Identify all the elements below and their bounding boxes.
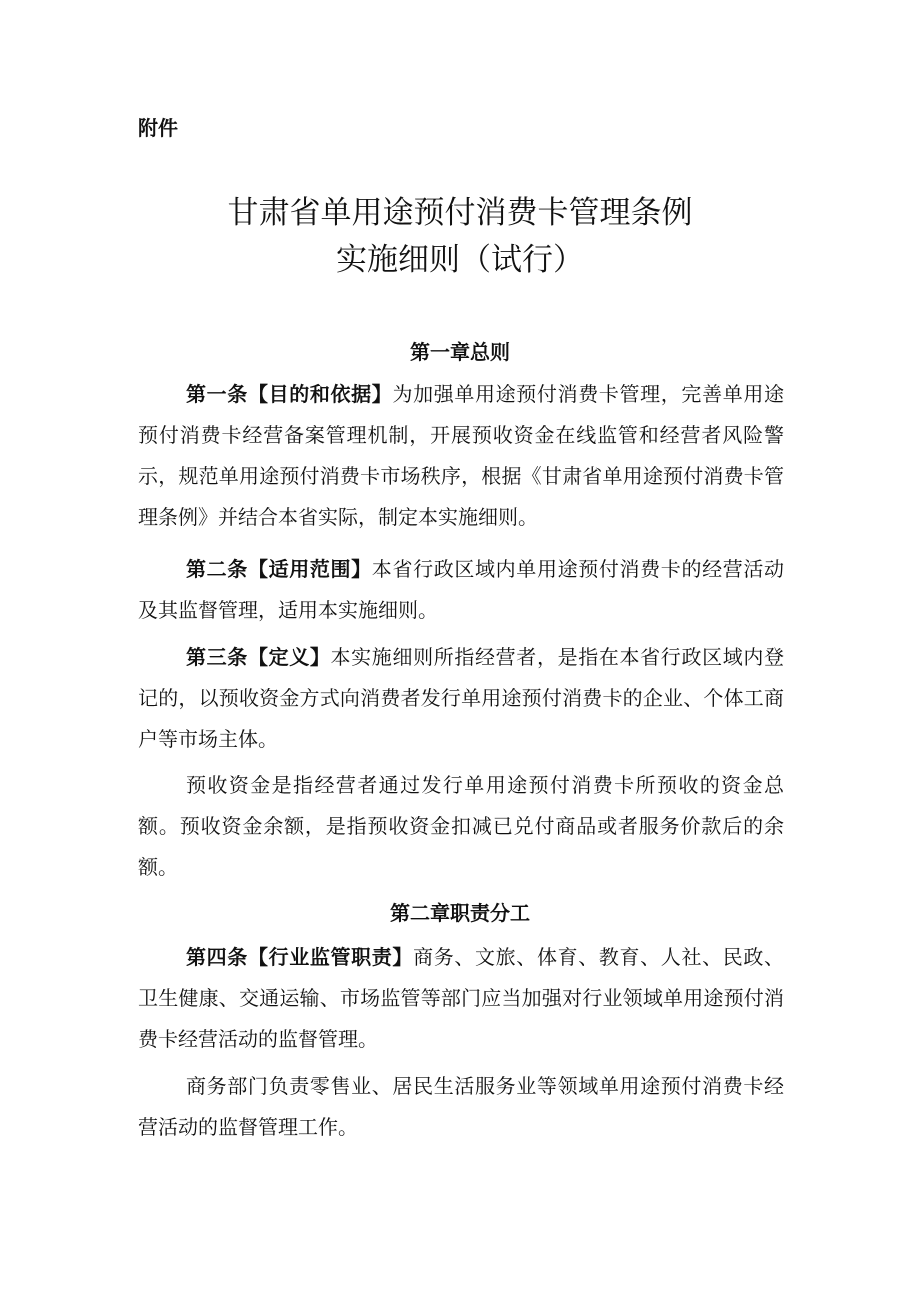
article-3 — [138, 637, 784, 760]
article-2-number: 第二条 — [186, 557, 248, 581]
document-title-line-1: 甘肃省单用途预付消费卡管理条例 — [227, 195, 693, 231]
article-1 — [138, 374, 784, 538]
attachment-label: 附件 — [138, 116, 178, 140]
article-3-text: 本实施细则所指经营者，是指在本省行政区域内登记的，以预收资金方式向消费者发行单用途预付消费卡的企业、个体工商户等市场主体。 — [138, 645, 785, 751]
article-2-tag: 【适用范围】 — [247, 557, 372, 581]
article-4-number: 第四条 — [186, 945, 248, 969]
article-4-tag: 【行业监管职责】 — [247, 945, 414, 969]
article-4 — [138, 937, 784, 1060]
article-2-text: 本省行政区域内单用途预付消费卡的经营活动及其监督管理，适用本实施细则。 — [138, 557, 785, 622]
document-title-line-2: 实施细则（试行） — [336, 242, 584, 278]
article-4-text: 商务、文旅、体育、教育、人社、民政、卫生健康、交通运输、市场监管等部门应当加强对行业领域单用途预付消费卡经营活动的监督管理。 — [138, 945, 785, 1051]
paragraph-commerce-dept: 商务部门负责零售业、居民生活服务业等领域单用途预付消费卡经营活动的监督管理工作。 — [138, 1074, 784, 1139]
article-1-number: 第一条 — [186, 382, 248, 406]
article-3-tag: 【定义】 — [247, 645, 331, 669]
article-1-tag: 【目的和依据】 — [247, 382, 393, 406]
article-1-text: 为加强单用途预付消费卡管理，完善单用途预付消费卡经营备案管理机制，开展预收资金在线监管和经营者风险警示，规范单用途预付消费卡市场秩序，根据《甘肃省单用途预付消费卡管理条例》并结合本省实际，制定本实施细则。 — [138, 382, 785, 529]
article-2 — [138, 549, 784, 631]
paragraph-prepaid-funds: 预收资金是指经营者通过发行单用途预付消费卡所预收的资金总额。预收资金余额，是指预收资金扣减已兑付商品或者服务价款后的余额。 — [138, 773, 784, 879]
article-3-number: 第三条 — [186, 645, 248, 669]
chapter-2-heading: 第二章职责分工 — [390, 901, 530, 925]
chapter-1-heading: 第一章总则 — [410, 340, 510, 364]
